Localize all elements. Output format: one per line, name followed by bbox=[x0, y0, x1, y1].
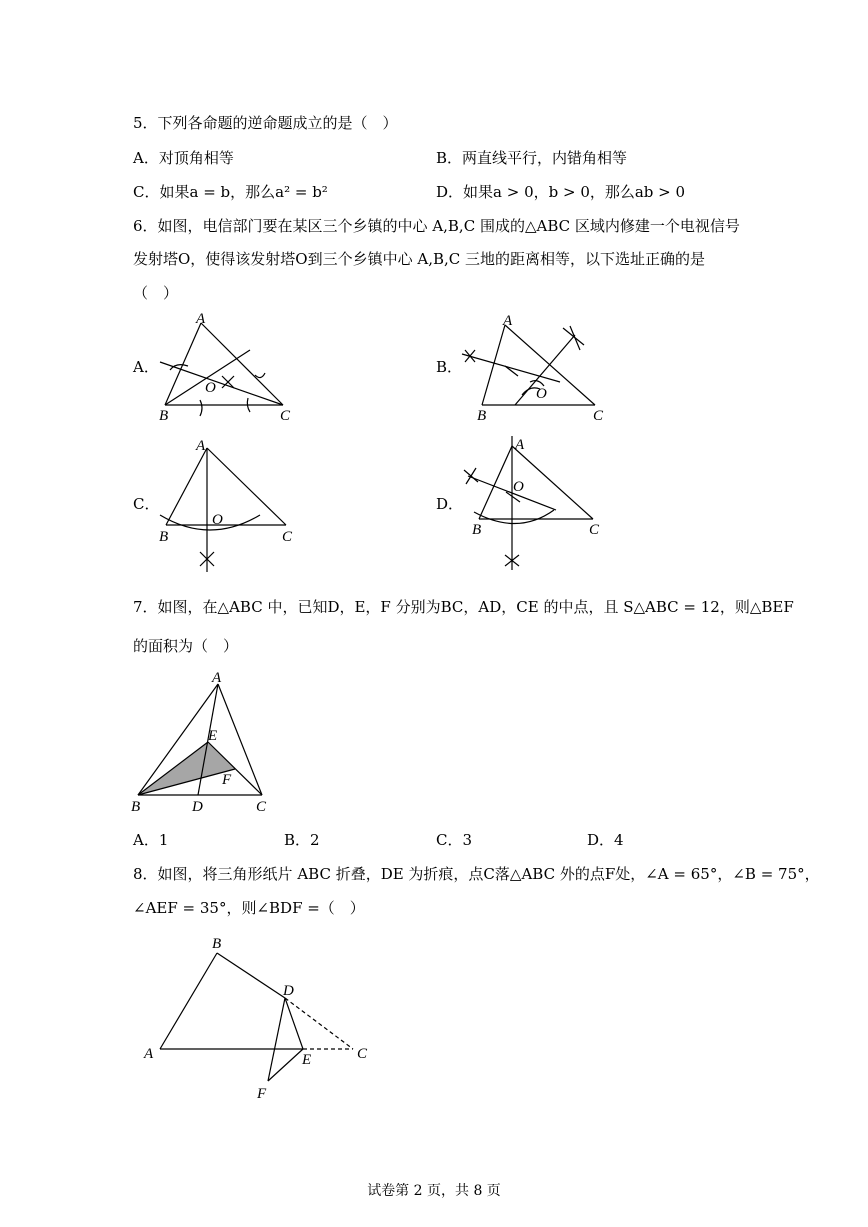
q6-option-a-label: A． bbox=[133, 358, 159, 376]
q5-option-d: D．如果a > 0，b > 0，那么ab > 0 bbox=[436, 183, 686, 201]
q7-option-c: C．3 bbox=[436, 831, 473, 849]
q8-label-e: E bbox=[302, 1052, 312, 1068]
q6b-label-o: O bbox=[536, 386, 547, 402]
q6a-label-b: B bbox=[159, 408, 169, 424]
q6-option-c-label: C． bbox=[133, 495, 160, 513]
q6b-label-a: A bbox=[503, 313, 513, 329]
q7-label-f: F bbox=[222, 772, 232, 788]
q6b-label-c: C bbox=[593, 408, 604, 424]
q7-option-a: A．1 bbox=[133, 831, 169, 849]
q7-stem-line2: 的面积为（ ） bbox=[133, 637, 239, 655]
q6a-label-a: A bbox=[196, 311, 206, 327]
q6c-label-o: O bbox=[212, 512, 223, 528]
q6a-label-o: O bbox=[205, 380, 216, 396]
q6c-label-b: B bbox=[159, 529, 169, 545]
q6d-label-b: B bbox=[472, 522, 482, 538]
q7-label-e: E bbox=[208, 728, 218, 744]
q7-label-d: D bbox=[192, 799, 203, 815]
q6-stem-line2: 发射塔O，使得该发射塔O到三个乡镇中心 A,B,C 三地的距离相等，以下选址正确的是 bbox=[133, 250, 706, 268]
q8-label-a: A bbox=[144, 1046, 154, 1062]
q5-option-a: A．对顶角相等 bbox=[133, 149, 234, 167]
q6b-label-b: B bbox=[477, 408, 487, 424]
q6c-label-c: C bbox=[282, 529, 293, 545]
q6d-label-c: C bbox=[589, 522, 600, 538]
q8-stem-line2: ∠AEF = 35°，则∠BDF =（ ） bbox=[133, 899, 365, 917]
q6-stem-line3: （ ） bbox=[133, 284, 179, 302]
q7-label-a: A bbox=[212, 670, 222, 686]
q8-stem-line1: 8．如图，将三角形纸片 ABC 折叠，DE 为折痕，点C落△ABC 外的点F处，∠A = 65°，∠B = 75°， bbox=[133, 865, 820, 883]
q7-label-b: B bbox=[131, 799, 141, 815]
q6-option-d-label: D． bbox=[436, 495, 464, 513]
q7-option-d: D．4 bbox=[587, 831, 624, 849]
q6-stem-line1: 6．如图，电信部门要在某区三个乡镇的中心 A,B,C 围成的△ABC 区域内修建一个电视信号 bbox=[133, 217, 740, 235]
q8-label-c: C bbox=[357, 1046, 368, 1062]
q6-option-b-label: B． bbox=[436, 358, 463, 376]
q6a-label-c: C bbox=[280, 408, 291, 424]
q8-label-d: D bbox=[283, 983, 294, 999]
q5-option-b: B．两直线平行，内错角相等 bbox=[436, 149, 628, 167]
q7-stem-line1: 7．如图，在△ABC 中，已知D，E，F 分别为BC，AD，CE 的中点，且 S△ABC = 12，则△BEF bbox=[133, 598, 794, 616]
q6d-label-o: O bbox=[513, 479, 524, 495]
q8-label-f: F bbox=[257, 1086, 267, 1102]
q7-label-c: C bbox=[256, 799, 267, 815]
q6c-label-a: A bbox=[196, 438, 206, 454]
q6d-label-a: A bbox=[515, 437, 525, 453]
q5-stem: 5．下列各命题的逆命题成立的是（ ） bbox=[133, 114, 398, 132]
q5-option-c: C．如果a = b，那么a² = b² bbox=[133, 183, 328, 201]
q7-option-b: B．2 bbox=[284, 831, 320, 849]
q8-label-b: B bbox=[212, 936, 222, 952]
page-footer: 试卷第 2 页，共 8 页 bbox=[367, 1183, 501, 1199]
